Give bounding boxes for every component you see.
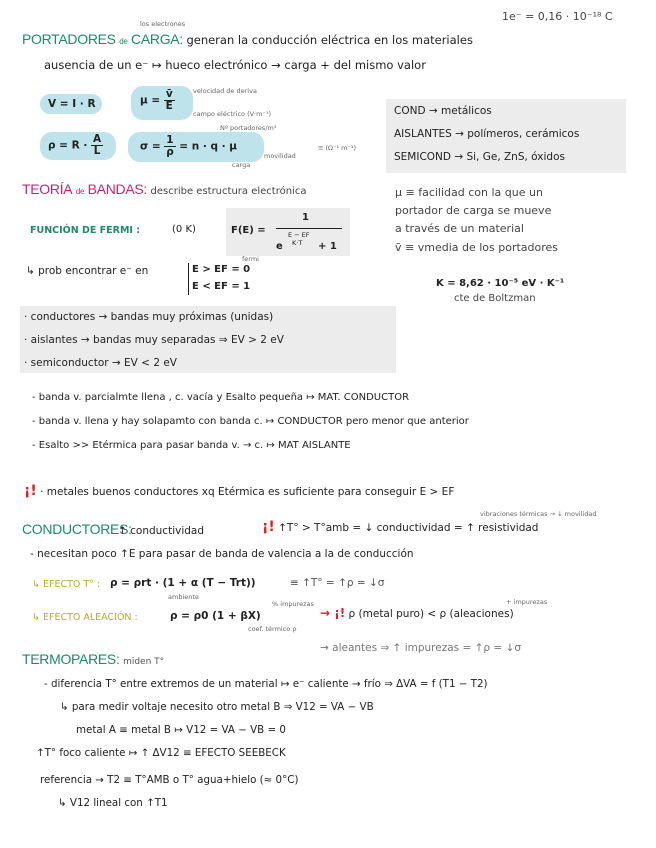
definition-line: a través de un material [395,222,524,235]
heading-part: CARGA: [131,31,183,47]
portadores-line1: generan la conducción eléctrica en los materiales [186,33,473,47]
note-drift-velocity: velocidad de deriva [193,87,257,95]
termopares-line: ↑T° foco caliente ↦ ↑ ΔV12 ≡ EFECTO SEEBECK [36,747,286,759]
efecto-aleacion-label: ↳ EFECTO ALEACIÓN : [32,612,138,623]
exponent-denominator: K·T [292,239,303,247]
heading-part: TEORÍA [22,181,73,197]
definition-line: μ ≡ facilidad con la que un [395,186,543,199]
note-charge: carga [232,161,251,169]
note-electric-field: campo eléctrico (V·m⁻¹) [193,110,272,118]
boltzmann-constant: K = 8,62 · 10⁻⁵ eV · K⁻¹ [436,278,565,289]
numerator: 1 [166,134,174,146]
termopares-line: - diferencia T° entre extremos de un material ↦ e⁻ caliente → frío ⇒ ΔVA = f (T1 − T2) [44,678,488,690]
denominator: L [93,145,101,157]
ohm-law: V = I · R [48,98,96,110]
band-type-item: · aislantes → bandas muy separadas ⇒ EV > 2 eV [24,334,284,346]
more-impurities-note: + impurezas [506,598,548,606]
efecto-t-formula: ρ = ρrt · (1 + α (T − Trt)) [110,577,256,589]
denominator-base: e [276,241,283,252]
alloy-comparison [320,606,514,621]
vibration-note: vibraciones térmicas → ↓ movilidad [480,510,597,518]
fermi-label: FUNCIÓN DE FERMI : [30,225,141,236]
band-bullet: - banda v. parcialmte llena , c. vacía y Esalto pequeña ↦ MAT. CONDUCTOR [32,392,410,403]
efecto-aleacion-formula: ρ = ρ0 (1 + βX) [170,610,261,622]
heading-part: BANDAS: [87,181,148,197]
impurity-percent-note: % impurezas [272,600,314,608]
conductivity-units: ≡ (Ω⁻¹ m⁻¹) [318,144,357,152]
fraction [164,89,175,112]
heading-part: de [119,37,128,46]
numerator: A [93,133,102,145]
velocity-definition: v̄ ≡ vmedia de los portadores [395,241,559,254]
exponent-numerator: E − EF [288,231,310,239]
portadores-heading [22,32,473,49]
fermi-formula-box [226,208,350,256]
numerator: 1 [302,212,309,223]
termopares-line: ↳ para medir voltaje necesito otro metal B ⇒ V12 = VA − VB [60,701,374,713]
band-bullet: - Esalto >> Etérmica para pasar banda v. → c. ↦ MAT AISLANTE [32,440,351,451]
fraction [164,135,175,158]
conductivity-text: ↑ conductividad [118,525,205,537]
material-item: AISLANTES → polímeros, cerámicos [394,128,580,140]
material-item: COND → metálicos [394,105,492,117]
fermi-note: fermi [242,255,259,263]
formula-lhs: μ = [140,94,161,107]
mobility-formula [140,89,175,112]
thermal-coefficient-note: coef. térmico ρ [248,625,297,633]
electron-charge-constant: 1e⁻ = 0,16 · 10⁻¹⁸ C [502,10,613,23]
heading-part: PORTADORES [22,31,116,47]
alert-icon: → ¡! [320,606,346,620]
temperature-rule-text: ↑T° > T°amb = ↓ conductividad = ↑ resistividad [278,522,539,534]
formula-lhs: σ = [140,140,161,153]
termopares-line: ↳ V12 lineal con ↑T1 [58,797,168,809]
conductivity-formula [140,135,237,158]
termopares-heading [22,652,164,669]
case-below-fermi: E < EF = 1 [192,281,251,292]
temperature-rule [262,520,538,535]
material-item: SEMICOND → Si, Ge, ZnS, óxidos [394,151,565,163]
annotation-electrons: los electrones [140,20,186,28]
heading-part: TERMOPARES: [22,651,120,667]
note-mobility: movilidad [264,152,296,160]
case-brace [188,263,189,295]
alert-icon: ¡! [24,483,37,499]
heading-part: de [75,187,85,196]
note-carriers: Nº portadores/m³ [220,124,277,132]
resistivity-formula [48,134,103,157]
bandas-description: describe estructura electrónica [150,186,307,197]
bandas-heading [22,182,306,199]
band-types-box [20,306,396,373]
definition-line: portador de carga se mueve [395,204,552,217]
fraction-bar [276,228,342,229]
alloy-comparison-text: ρ (metal puro) < ρ (aleaciones) [348,608,514,620]
denominator-tail: + 1 [318,241,337,252]
probability-text: ↳ prob encontrar e⁻ en [26,265,149,277]
boltzmann-label: cte de Boltzman [454,293,536,304]
fermi-temperature: (0 K) [172,224,196,235]
denominator: E [165,100,173,112]
termopares-line: referencia → T2 ≡ T°AMB o T° agua+hielo (≈ 0°C) [40,774,299,786]
formula-lhs: F(E) = [231,225,266,236]
ambient-note: ambiente [168,593,199,601]
formula-rhs: = n · q · μ [179,140,238,153]
alert-text: · metales buenos conductores xq Etérmica es suficiente para conseguir E > EF [40,486,455,498]
band-type-item: · semiconductor → EV < 2 eV [24,357,177,369]
case-above-fermi: E > EF = 0 [192,264,251,275]
efecto-t-result: ≡ ↑T° = ↑ρ = ↓σ [290,577,385,589]
numerator: v̄ [165,88,173,100]
alert-icon: ¡! [262,519,275,535]
band-type-item: · conductores → bandas muy próximas (unidas) [24,311,274,323]
aleantes-line: → aleantes ⇒ ↑ impurezas = ↑ρ = ↓σ [320,642,521,654]
conductores-heading: CONDUCTORES: [22,521,132,537]
portadores-line2: ausencia de un e⁻ ↦ hueco electrónico → carga + del mismo valor [44,58,426,72]
formula-lhs: ρ = R · [48,139,88,152]
conductores-line: - necesitan poco ↑E para pasar de banda de valencia a la de conducción [30,548,414,560]
efecto-t-label: ↳ EFECTO T° : [32,579,101,590]
materials-box [386,99,626,173]
fraction [91,134,103,157]
band-bullet: - banda v. llena y hay solapamto con banda c. ↦ CONDUCTOR pero menor que anterior [32,416,469,427]
mobility-definition [395,184,558,257]
denominator: ρ [166,146,174,158]
termopares-subtitle: miden T° [123,657,165,667]
termopares-line: metal A ≡ metal B ↦ V12 = VA − VB = 0 [76,724,286,736]
metals-alert [24,484,454,499]
